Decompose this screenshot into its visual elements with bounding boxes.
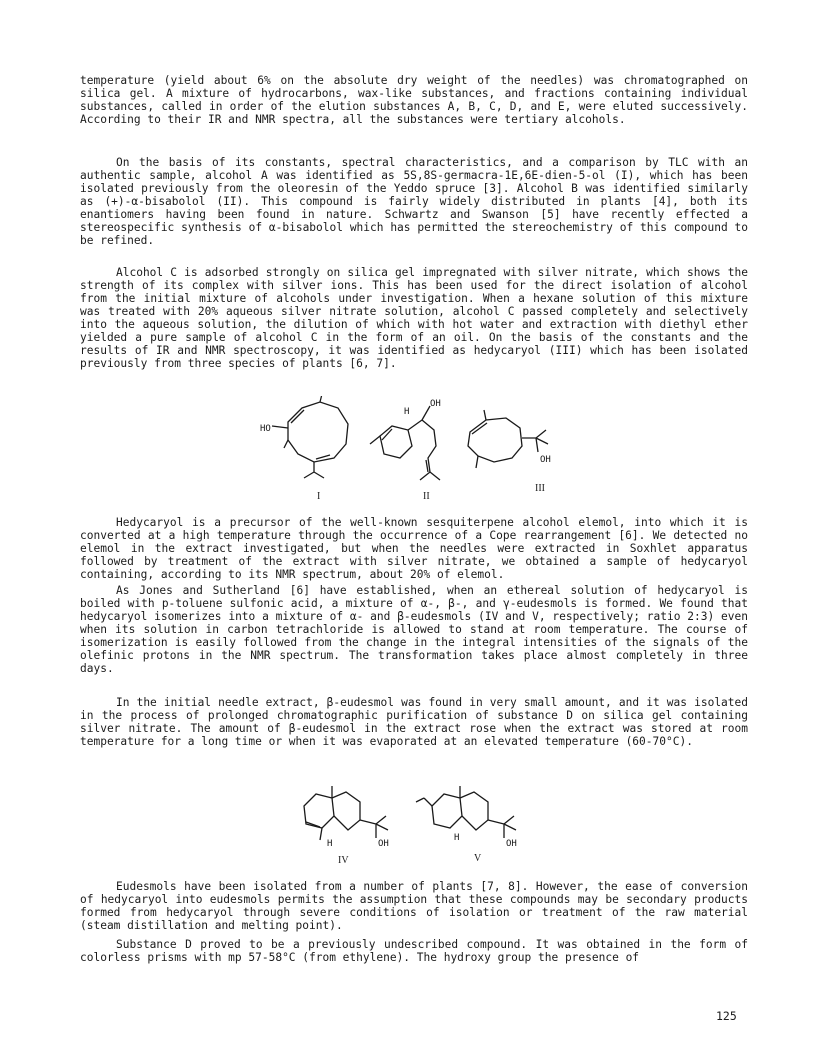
- paragraph-7: Eudesmols have been isolated from a number of plants [7, 8]. However, the ease of conversion of hedycaryol into eudesmols permits the assumption that these compounds may be secondary products formed from hedycaryol through severe conditions of isolation or treatment of the raw material (steam distillation and melting point).: [80, 880, 748, 932]
- structures-i-ii-iii-drawing: [258, 396, 568, 500]
- paragraph-2: On the basis of its constants, spectral characteristics, and a comparison by TLC with an authentic sample, alcohol A was identified as 5S,8S-germacra-1E,6E-dien-5-ol (I), which has been isolated previously from the oleoresin of the Yeddo spruce [3]. Alcohol B was identified similarly as (+)-α-bisabolol (II). This compound is fairly widely distributed in plants [4], both its enantiomers having been found in nature. Schwartz and Swanson [5] have recently effected a stereospecific synthesis of α-bisabolol which has permitted the stereochemistry of this compound to be refined.: [80, 156, 748, 247]
- structures-iv-v-drawing: [296, 778, 536, 860]
- paragraph-6: In the initial needle extract, β-eudesmol was found in very small amount, and it was isolated in the process of prolonged chromatographic purification of substance D on silica gel containing silver nitrate. The amount of β-eudesmol in the extract rose when the extract was stored at room temperature for a long time or when it was evaporated at an elevated temperature (60-70°C).: [80, 696, 748, 748]
- figure-structures-1-3: [258, 396, 568, 500]
- structure-label-v: V: [474, 853, 482, 864]
- structure-label-i: I: [317, 491, 321, 502]
- structure-label-ii: II: [423, 491, 430, 502]
- structure-label-iii: III: [535, 483, 545, 494]
- paragraph-4: Hedycaryol is a precursor of the well-known sesquiterpene alcohol elemol, into which it is converted at a high temperature through the occurrence of a Cope rearrangement [6]. We detected no elemol in the extract investigated, but when the needles were extracted in Soxhlet apparatus followed by treatment of the extract with silver nitrate, we obtained a sample of hedycaryol containing, according to its NMR spectrum, about 20% of elemol.: [80, 516, 748, 581]
- atom-label-oh-top: OH: [430, 399, 441, 409]
- atom-label-oh-iv: OH: [378, 839, 389, 849]
- page-number: 125: [716, 1009, 737, 1023]
- atom-label-h-v: H: [454, 833, 460, 843]
- atom-label-oh-v: OH: [506, 839, 517, 849]
- atom-label-h: H: [404, 407, 410, 417]
- atom-label-oh-right: OH: [540, 455, 551, 465]
- paragraph-5: As Jones and Sutherland [6] have established, when an ethereal solution of hedycaryol is boiled with p-toluene sulfonic acid, a mixture of α-, β-, and γ-eudesmols is formed. We found that hedycaryol isomerizes into a mixture of α- and β-eudesmols (IV and V, respectively; ratio 2:3) even when its solution in carbon tetrachloride is allowed to stand at room temperature. The course of isomerization is easily followed from the change in the integral intensities of the signals of the olefinic protons in the NMR spectrum. The transformation takes place almost completely in three days.: [80, 584, 748, 675]
- paragraph-1: temperature (yield about 6% on the absolute dry weight of the needles) was chromatographed on silica gel. A mixture of hydrocarbons, wax-like substances, and fractions containing individual substances, called in order of the elution substances A, B, C, D, and E, were eluted successively. According to their IR and NMR spectra, all the substances were tertiary alcohols.: [80, 74, 748, 126]
- atom-label-h-iv: H: [327, 839, 333, 849]
- paragraph-8: Substance D proved to be a previously undescribed compound. It was obtained in the form of colorless prisms with mp 57-58°C (from ethylene). The hydroxy group the presence of: [80, 938, 748, 964]
- structure-label-iv: IV: [338, 855, 349, 866]
- atom-label-ho: HO: [260, 424, 271, 434]
- figure-structures-4-5: [296, 778, 536, 866]
- paragraph-3: Alcohol C is adsorbed strongly on silica gel impregnated with silver nitrate, which shows the strength of its complex with silver ions. This has been used for the direct isolation of alcohol from the initial mixture of alcohols under investigation. When a hexane solution of this mixture was treated with 20% aqueous silver nitrate solution, alcohol C passed completely and selectively into the aqueous solution, the dilution of which with hot water and extraction with diethyl ether yielded a pure sample of alcohol C in the form of an oil. On the basis of the constants and the results of IR and NMR spectroscopy, it was identified as hedycaryol (III) which has been isolated previously from three species of plants [6, 7].: [80, 266, 748, 370]
